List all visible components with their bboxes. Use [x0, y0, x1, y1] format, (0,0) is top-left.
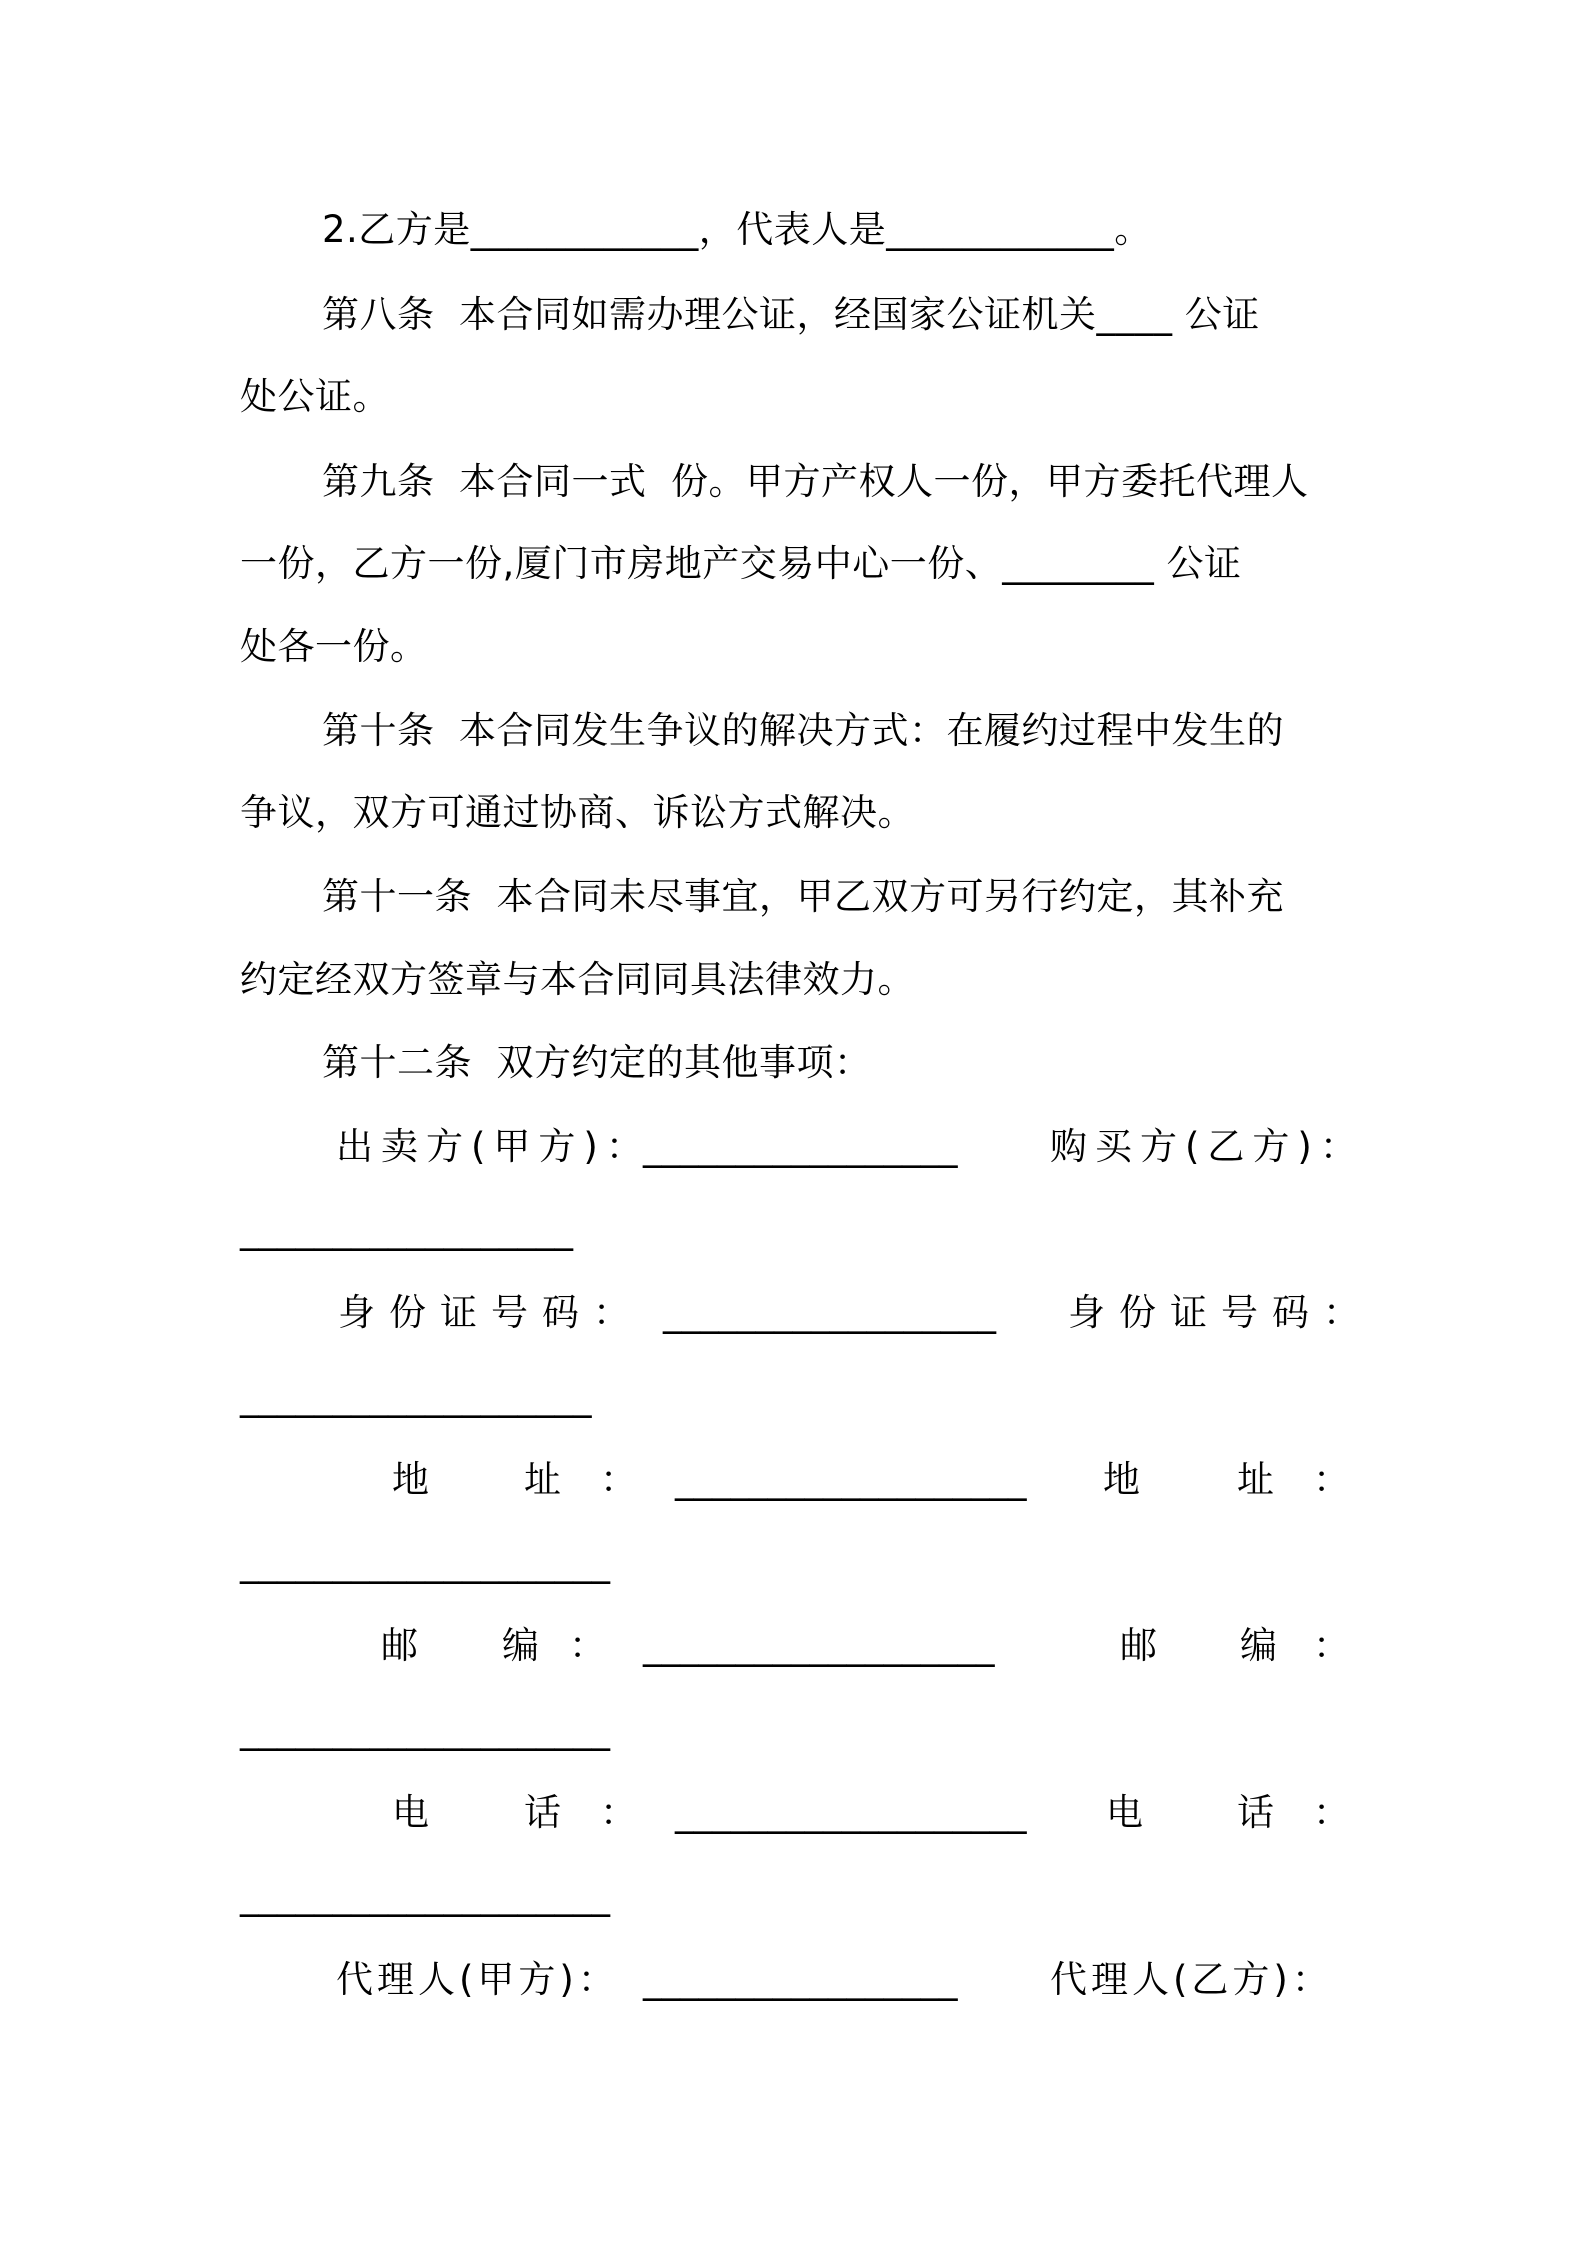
- buyer-zip-label-2: 编: [1240, 1624, 1285, 1667]
- seller-tel-colon: ：: [600, 1791, 645, 1834]
- buyer-tel-blank: ____________________: [240, 1874, 610, 1917]
- article-9-line-3: 处各一份。: [240, 625, 428, 668]
- article-11-line-1: 第十一条 本合同未尽事宜，甲乙双方可另行约定，其补充: [322, 875, 1285, 918]
- buyer-zip-colon: ：: [1313, 1624, 1358, 1667]
- buyer-blank: __________________: [240, 1208, 573, 1251]
- party-b-line: 2.乙方是____________，代表人是____________。: [322, 208, 1152, 251]
- seller-zip-label-2: 编: [502, 1624, 547, 1667]
- article-11-line-2: 约定经双方签章与本合同同具法律效力。: [240, 958, 915, 1001]
- article-8-line-2: 处公证。: [240, 375, 390, 418]
- buyer-id-blank: ___________________: [240, 1375, 592, 1418]
- seller-label: 出卖方(甲方)：: [336, 1125, 651, 1168]
- buyer-tel-label-2: 话: [1237, 1791, 1282, 1834]
- buyer-zip-label-1: 邮: [1120, 1624, 1165, 1667]
- buyer-address-blank: ____________________: [240, 1541, 610, 1584]
- seller-agent-blank: _________________: [643, 1958, 958, 2001]
- article-9-line-1: 第九条 本合同一式 份。甲方产权人一份，甲方委托代理人: [322, 460, 1309, 503]
- seller-zip-blank: ___________________: [643, 1624, 995, 1667]
- seller-tel-blank: ___________________: [675, 1791, 1027, 1834]
- seller-address-label-2: 址: [524, 1458, 569, 1501]
- seller-zip-label-1: 邮: [381, 1624, 426, 1667]
- buyer-zip-blank: ____________________: [240, 1708, 610, 1751]
- seller-address-colon: ：: [600, 1458, 645, 1501]
- seller-id-blank: __________________: [663, 1291, 996, 1334]
- seller-tel-label-1: 电: [392, 1791, 437, 1834]
- buyer-tel-label-1: 电: [1106, 1791, 1151, 1834]
- article-8-line-1: 第八条 本合同如需办理公证，经国家公证机关____ 公证: [322, 293, 1260, 336]
- buyer-address-colon: ：: [1313, 1458, 1358, 1501]
- seller-zip-colon: ：: [569, 1624, 614, 1667]
- article-10-line-2: 争议，双方可通过协商、诉讼方式解决。: [240, 791, 915, 834]
- seller-blank: _________________: [643, 1125, 958, 1168]
- buyer-label: 购买方(乙方)：: [1050, 1125, 1365, 1168]
- buyer-address-label-1: 地: [1103, 1458, 1148, 1501]
- seller-address-blank: ___________________: [675, 1458, 1027, 1501]
- article-10-line-1: 第十条 本合同发生争议的解决方式：在履约过程中发生的: [322, 709, 1285, 752]
- buyer-tel-colon: ：: [1313, 1791, 1358, 1834]
- article-9-line-2: 一份，乙方一份,厦门市房地产交易中心一份、________ 公证: [240, 542, 1242, 585]
- seller-agent-label: 代理人(甲方)：: [336, 1958, 619, 2001]
- seller-tel-label-2: 话: [524, 1791, 569, 1834]
- buyer-agent-label: 代理人(乙方)：: [1050, 1958, 1333, 2001]
- seller-id-label: 身份证号码：: [338, 1291, 644, 1334]
- buyer-address-label-2: 址: [1237, 1458, 1282, 1501]
- buyer-id-label: 身份证号码：: [1068, 1291, 1374, 1334]
- seller-address-label-1: 地: [392, 1458, 437, 1501]
- article-12-line-1: 第十二条 双方约定的其他事项：: [322, 1041, 872, 1084]
